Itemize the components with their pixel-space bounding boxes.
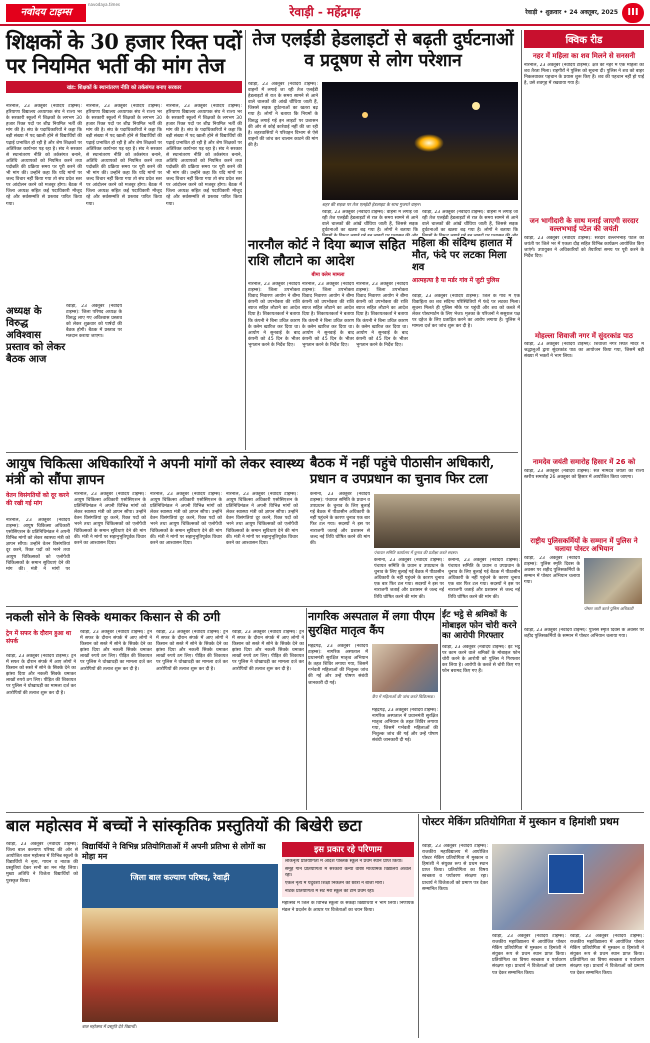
headline: बाल महोत्सव में बच्चों ने सांस्कृतिक प्रस्तुतियों की बिखेरी छटा — [6, 816, 362, 835]
bal-mahotsav-photo — [82, 864, 278, 1022]
quick-item-title: जन भागीदारी के साथ मनाई जाएगी सरदार वल्लभभाई पटेल की जयंती — [529, 216, 639, 233]
headline: बैठक में नहीं पहुंचे पीठासीन अधिकारी, प्रधान व उपप्रधान का चुनाव फिर टला — [310, 456, 495, 487]
section-divider — [6, 452, 518, 453]
headline: तेज एलईडी हेडलाइटों से बढ़ती दुर्घटनाओं व प्रदूषण से लोग परेशान — [252, 30, 514, 71]
story-court-order — [248, 238, 408, 452]
subhead: वेतन विसंगतियों को दूर करने की रखी गई मांग — [6, 492, 69, 507]
photo-caption: बाल महोत्सव में प्रस्तुति देते विद्यार्थी। — [82, 1024, 137, 1029]
story-body: नारनौल, 23 अक्तूबर (नवोदय टाइम्स): आयुष चिकित्सा अधिकारी एसोसिएशन के प्रतिनिधिमंडल ने अपनी विभिन्न मांगों को लेकर स्वास्थ्य मंत्री को ज्ञापन सौंपा। उन्होंने वेतन विसंगतियां दूर करने, रिक्त पदों को भरने तथा आयुष चिकित्सकों को एलोपैथी चिकित्सकों के समान सुविधाएं देने की मांग की। मंत्री ने मांगों पर — [6, 518, 70, 572]
masthead — [0, 0, 650, 26]
story-body: रेवाड़ी, 23 अक्तूबर (नवोदय टाइम्स): ईंट भट्ठे पर काम करने वाले श्रमिकों के मोबाइल फोन चोरी करने के आरोपी को पुलिस ने गिरफ्तार कर लिया है। आरोपी के कब्जे से चोरी किए गए फोन बरामद किए गए हैं। — [442, 644, 520, 674]
column-divider — [521, 30, 522, 810]
quick-read-label: क्विक रीड — [524, 30, 644, 48]
result-item: एकल नृत्य में यदुवंशी शिक्षा निकेतन की छात्रा ने बाजी मारी। — [285, 881, 384, 887]
quick-item-title: नहर में महिला का शव मिलने से सनसनी — [532, 52, 636, 60]
photo-caption: पोस्टर जारी करते पुलिस अधिकारी — [584, 605, 634, 611]
quick-item-title: नामदेव जयंती समारोह हिसार में 26 को — [532, 458, 636, 466]
story-body-col2: नारनौल, 23 अक्तूबर (नवोदय टाइम्स): आयुष चिकित्सा अधिकारी एसोसिएशन के प्रतिनिधिमंडल ने अपनी विभिन्न मांगों को लेकर स्वास्थ्य मंत्री को ज्ञापन सौंपा। उन्होंने वेतन विसंगतियां दूर करने, रिक्त पदों को भरने तथा आयुष चिकित्सकों को एलोपैथी चिकित्सकों के समान सुविधाएं देने की मांग की। मंत्री ने मांगों पर सहानुभूतिपूर्वक विचार करने का आश्वासन दिया। — [74, 492, 146, 546]
story-body-col2: कनीना, 23 अक्तूबर (नवोदय टाइम्स): पंचायत समिति के प्रधान व उपप्रधान के चुनाव के लिए बुलाई गई बैठक में पीठासीन अधिकारी के नहीं पहुंचने के कारण चुनाव एक बार फिर टल गया। सदस्यों ने इस पर नाराजगी जताई और प्रशासन से जल्द नई तिथि घोषित करने की मांग की। — [374, 558, 444, 600]
headline: ईंट भट्ठे से श्रमिकों के मोबाइल फोन चोरी करने का आरोपी गिरफ्तार — [442, 610, 517, 641]
no-confidence-box — [6, 306, 66, 366]
subhead: ट्रेन में सफर के दौरान हुआ था संपर्क — [6, 630, 72, 645]
quick-read-rail — [524, 30, 644, 810]
quick-item-body: रेवाड़ी, 23 अक्तूबर (नवोदय टाइम्स): संत नामदेव जयंती का राज्य स्तरीय समारोह 26 अक्तूबर को हिसार में आयोजित किया जाएगा। — [524, 468, 644, 480]
photo-caption: कैंप में महिलाओं की जांच करते चिकित्सक। — [372, 694, 435, 699]
column-divider — [418, 814, 419, 1038]
headline: पोस्टर मेकिंग प्रतियोगिता में मुस्कान व हिमांशी प्रथम — [422, 816, 619, 828]
headline: नागरिक अस्पताल में लगा पीएम सुरक्षित मातृत्व कैंप — [308, 610, 435, 637]
results-box — [282, 842, 414, 1038]
result-item: लोकनृत्य प्रतियोगिता में आदर्श पब्लिक स्कूल ने प्रथम स्थान प्राप्त किया। — [285, 859, 403, 864]
story-body-col2: महेंद्रगढ़, 23 अक्तूबर (नवोदय टाइम्स): नागरिक अस्पताल में प्रधानमंत्री सुरक्षित मातृत्व अभियान के तहत शिविर लगाया गया, जिसमें गर्भवती महिलाओं की निशुल्क जांच की गई और उन्हें पोषण संबंधी जानकारी दी गई। — [372, 708, 438, 744]
column-divider — [245, 30, 246, 450]
story-body-col2: रेवाड़ी, 23 अक्तूबर (नवोदय टाइम्स): राजकीय महाविद्यालय में आयोजित पोस्टर मेकिंग प्रतियोगिता में मुस्कान व हिमांशी ने संयुक्त रूप से प्रथम स्थान प्राप्त किया। प्रतियोगिता का विषय स्वच्छता व पर्यावरण संरक्षण रहा। प्राचार्य ने विजेताओं को प्रमाण पत्र देकर सम्मानित किया। — [492, 934, 566, 976]
story-led-headlights — [248, 30, 518, 236]
headline: महिला की संदिग्ध हालात में मौत, फंदे पर लटका मिला शव — [412, 238, 513, 273]
date-line: रेवाड़ी • शुक्रवार • 24 अक्तूबर, 2025 — [525, 9, 618, 16]
story-body: नारनौल, 23 अक्तूबर (नवोदय टाइम्स): हरियाणा विद्यालय अध्यापक संघ ने राज्य भर के सरकारी स्कूलों में शिक्षकों के लगभग 30 हजार रिक्त पदों पर शीघ्र नियमित भर्ती की मांग की है। संघ के पदाधिकारियों ने कहा कि बड़ी संख्या में पद खाली होने से विद्यार्थियों की पढ़ाई प्रभावित हो रही है और शेष शिक्षकों पर अतिरिक्त कार्यभार पड़ रहा है। संघ ने सरकार से स्थानांतरण नीति को तर्कसंगत बनाने, अतिथि अध्यापकों को नियमित करने तथा पदोन्नति की प्रक्रिया समय पर पूरी करने की भी मांग की। उन्होंने कहा कि यदि मांगों पर जल्द विचार नहीं किया गया तो संघ प्रदेश स्तर पर आंदोलन करने को मजबूर होगा। बैठक में जिला अध्यक्ष सहित कई पदाधिकारी मौजूद रहे और सर्वसम्मति से प्रस्ताव पारित किया गया। — [6, 104, 82, 207]
quick-item-title: राष्ट्रीय पुलिसकर्मियों के सम्मान में पुलिस ने चलाया पोस्टर अभियान — [530, 536, 638, 553]
result-item: समूह गान प्रतियोगिता में सरकारी कन्या वरिष्ठ माध्यमिक विद्यालय अव्वल रहा। — [285, 867, 411, 879]
story-body: रेवाड़ी, 23 अक्तूबर (नवोदय टाइम्स): वाहनों में लगाई जा रही तेज एलईडी हेडलाइटों से रात के समय सामने से आने वाले चालकों की आंखें चौंधिया जाती हैं, जिससे सड़क दुर्घटनाओं का खतरा बढ़ गया है। लोगों ने बताया कि नियमों के विरुद्ध लगाई गई इन लाइटों पर प्रशासन की ओर से कोई कार्रवाई नहीं की जा रही है। शहरवासियों ने परिवहन विभाग से ऐसे वाहनों की जांच कर चालान काटने की मांग की है। — [248, 82, 318, 148]
photo-caption: शहर की सड़क पर तेज एलईडी हेडलाइट के साथ गुजरते वाहन। — [322, 203, 421, 208]
maternity-camp-photo — [372, 644, 438, 692]
page-number: III — [622, 3, 644, 23]
quick-item-body: रेवाड़ी, 23 अक्तूबर (नवोदय टाइम्स): शिवाजी नगर स्थित मंदिर में श्रद्धालुओं द्वारा सुंदरकांड पाठ का आयोजन किया गया, जिसमें बड़ी संख्या में भक्तों ने भाग लिया। — [524, 342, 644, 360]
quick-item-title: मोहल्ला शिवाजी नगर में सुंदरकांड पाठ — [535, 331, 633, 340]
poster-board — [548, 854, 584, 894]
story-woman-death — [412, 238, 520, 452]
quick-item-body: नारनौल, 23 अक्तूबर (नवोदय टाइम्स): क्षेत्र की नहर में एक महिला का शव तैरता मिला। राहगीरों ने पुलिस को सूचना दी। पुलिस ने शव को बाहर निकलवाकर पहचान के प्रयास शुरू किए हैं। शव की पहचान नहीं हो पाई है, उसे शवगृह में रखवाया गया है। — [524, 62, 644, 86]
photo-caption: पंचायत समिति कार्यालय में चुनाव की प्रतीक्षा करते सदस्य। — [374, 550, 458, 555]
headline: आयुष चिकित्सा अधिकारियों ने अपनी मांगों को लेकर स्वास्थ्य मंत्री को सौंपा ज्ञापन — [6, 456, 305, 488]
column-divider — [306, 608, 307, 810]
headlight-glow-icon — [414, 134, 444, 152]
side-box-title: अध्यक्ष के विरुद्ध अविश्वास प्रस्ताव को लेकर बैठक आज — [6, 306, 66, 365]
story-body-col3: कनीना, 23 अक्तूबर (नवोदय टाइम्स): पंचायत समिति के प्रधान व उपप्रधान के चुनाव के लिए बुलाई गई बैठक में पीठासीन अधिकारी के नहीं पहुंचने के कारण चुनाव एक बार फिर टल गया। सदस्यों ने इस पर नाराजगी जताई और प्रशासन से जल्द नई तिथि घोषित करने की मांग की। — [448, 558, 520, 600]
fake-gold-sub — [6, 630, 76, 645]
story-poster-making — [422, 816, 644, 846]
results-body: महोत्सव में जिले के विभिन्न स्कूलों के सैकड़ों विद्यार्थियों ने भाग लिया। निर्णायक मंडल ने प्रदर्शन के आधार पर विजेताओं का चयन किया। — [282, 901, 414, 913]
section-divider — [6, 812, 644, 813]
story-phone-theft — [442, 610, 520, 810]
story-body: कनीना, 23 अक्तूबर (नवोदय टाइम्स): पंचायत समिति के प्रधान व उपप्रधान के चुनाव के लिए बुलाई गई बैठक में पीठासीन अधिकारी के नहीं पहुंचने के कारण चुनाव एक बार फिर टल गया। सदस्यों ने इस पर नाराजगी जताई और प्रशासन से जल्द नई तिथि घोषित करने की मांग की। — [310, 492, 370, 546]
results-list — [282, 857, 414, 897]
story-body: रेवाड़ी, 23 अक्तूबर (नवोदय टाइम्स): जिले के गांव में एक विवाहिता का शव संदिग्ध परिस्थितियों में फंदे पर लटका मिला। सूचना मिलते ही पुलिस मौके पर पहुंची और शव को कब्जे में लेकर पोस्टमार्टम के लिए भेजा। मृतका के परिजनों ने ससुराल पक्ष पर दहेज के लिए प्रताड़ित करने का आरोप लगाया है। पुलिस ने मामला दर्ज कर जांच शुरू कर दी है। — [412, 294, 520, 330]
section-title: रेवाड़ी - महेंद्रगढ़ — [289, 5, 361, 19]
story-body-col2: रेवाड़ी, 23 अक्तूबर (नवोदय टाइम्स): ट्रेन में सफर के दौरान संपर्क में आए लोगों ने किसान को सस्ते में सोने के सिक्के देने का झांसा दिया और नकली सिक्के थमाकर लाखों रुपये ठग लिए। पीड़ित की शिकायत पर पुलिस ने धोखाधड़ी का मामला दर्ज कर आरोपियों की तलाश शुरू कर दी है। — [80, 630, 152, 672]
story-body: नारनौल, 23 अक्तूबर (नवोदय टाइम्स): जिला उपभोक्ता विवाद निवारण आयोग ने बीमा कंपनी को उपभोक्ता की राशि ब्याज सहित लौटाने का आदेश दिया है। शिकायतकर्ता ने बताया कि कंपनी ने बिना उचित कारण के क्लेम खारिज कर दिया था। आयोग ने सुनवाई के बाद कंपनी को 45 दिन के भीतर भुगतान करने के निर्देश दिए। — [248, 282, 300, 348]
street-light-icon — [472, 102, 480, 110]
story-body-col3: नारनौल, 23 अक्तूबर (नवोदय टाइम्स): आयुष चिकित्सा अधिकारी एसोसिएशन के प्रतिनिधिमंडल ने अपनी विभिन्न मांगों को लेकर स्वास्थ्य मंत्री को ज्ञापन सौंपा। उन्होंने वेतन विसंगतियां दूर करने, रिक्त पदों को भरने तथा आयुष चिकित्सकों को एलोपैथी चिकित्सकों के समान सुविधाएं देने की मांग की। मंत्री ने मांगों पर सहानुभूतिपूर्वक विचार करने का आश्वासन दिया। — [150, 492, 222, 546]
story-body-col2: नारनौल, 23 अक्तूबर (नवोदय टाइम्स): जिला उपभोक्ता विवाद निवारण आयोग ने बीमा कंपनी को उपभोक्ता की राशि ब्याज सहित लौटाने का आदेश दिया है। शिकायतकर्ता ने बताया कि कंपनी ने बिना उचित कारण के क्लेम खारिज कर दिया था। आयोग ने सुनवाई के बाद कंपनी को 45 दिन के भीतर भुगतान करने के निर्देश दिए। — [302, 282, 354, 348]
event-banner: जिला बाल कल्याण परिषद, रेवाड़ी — [130, 873, 230, 882]
subhead: बीमा क्लेम मामला — [311, 272, 345, 278]
story-body: रेवाड़ी, 23 अक्तूबर (नवोदय टाइम्स): ट्रेन में सफर के दौरान संपर्क में आए लोगों ने किसान को सस्ते में सोने के सिक्के देने का झांसा दिया और नकली सिक्के थमाकर लाखों रुपये ठग लिए। पीड़ित की शिकायत पर पुलिस ने धोखाधड़ी का मामला दर्ज कर आरोपियों की तलाश शुरू कर दी है। — [6, 654, 76, 696]
poster-campaign-photo — [584, 558, 642, 604]
section-divider — [6, 606, 518, 607]
story-body: महेंद्रगढ़, 23 अक्तूबर (नवोदय टाइम्स): नागरिक अस्पताल में प्रधानमंत्री सुरक्षित मातृत्व अभियान के तहत शिविर लगाया गया, जिसमें गर्भवती महिलाओं की निशुल्क जांच की गई और उन्हें पोषण संबंधी जानकारी दी गई। — [308, 644, 368, 686]
quick-item-photo-row — [524, 556, 644, 626]
paper-site: navodaya.times — [88, 2, 121, 7]
election-meeting-photo — [374, 494, 520, 548]
column-divider — [440, 608, 441, 810]
story-body-col4: नारनौल, 23 अक्तूबर (नवोदय टाइम्स): आयुष चिकित्सा अधिकारी एसोसिएशन के प्रतिनिधिमंडल ने अपनी विभिन्न मांगों को लेकर स्वास्थ्य मंत्री को ज्ञापन सौंपा। उन्होंने वेतन विसंगतियां दूर करने, रिक्त पदों को भरने तथा आयुष चिकित्सकों को एलोपैथी चिकित्सकों के समान सुविधाएं देने की मांग की। मंत्री ने मांगों पर सहानुभूतिपूर्वक विचार करने का आश्वासन दिया। — [226, 492, 298, 546]
headline: नकली सोने के सिक्के थमाकर किसान से की ठगी — [6, 610, 221, 624]
bal-mahotsav-sub — [82, 842, 278, 862]
story-body: रेवाड़ी, 23 अक्तूबर (नवोदय टाइम्स): राजकीय महाविद्यालय में आयोजित पोस्टर मेकिंग प्रतियोगिता में मुस्कान व हिमांशी ने संयुक्त रूप से प्रथम स्थान प्राप्त किया। प्रतियोगिता का विषय स्वच्छता व पर्यावरण संरक्षण रहा। प्राचार्य ने विजेताओं को प्रमाण पत्र देकर सम्मानित किया। — [422, 844, 488, 892]
headlights-photo — [322, 82, 518, 200]
story-body-col3: नारनौल, 23 अक्तूबर (नवोदय टाइम्स): जिला उपभोक्ता विवाद निवारण आयोग ने बीमा कंपनी को उपभोक्ता की राशि ब्याज सहित लौटाने का आदेश दिया है। शिकायतकर्ता ने बताया कि कंपनी ने बिना उचित कारण के क्लेम खारिज कर दिया था। आयोग ने सुनवाई के बाद कंपनी को 45 दिन के भीतर भुगतान करने के निर्देश दिए। — [356, 282, 408, 348]
story-body-col3: रेवाड़ी, 23 अक्तूबर (नवोदय टाइम्स): राजकीय महाविद्यालय में आयोजित पोस्टर मेकिंग प्रतियोगिता में मुस्कान व हिमांशी ने संयुक्त रूप से प्रथम स्थान प्राप्त किया। प्रतियोगिता का विषय स्वच्छता व पर्यावरण संरक्षण रहा। प्राचार्य ने विजेताओं को प्रमाण पत्र देकर सम्मानित किया। — [570, 934, 644, 976]
story-body-col4: रेवाड़ी, 23 अक्तूबर (नवोदय टाइम्स): ट्रेन में सफर के दौरान संपर्क में आए लोगों ने किसान को सस्ते में सोने के सिक्के देने का झांसा दिया और नकली सिक्के थमाकर लाखों रुपये ठग लिए। पीड़ित की शिकायत पर पुलिस ने धोखाधड़ी का मामला दर्ज कर आरोपियों की तलाश शुरू कर दी है। — [232, 630, 304, 672]
paper-name-badge: नवोदय टाइम्स — [6, 4, 86, 22]
kicker-bar: खंड: शिक्षकों के स्थानांतरण नीति को तर्कसंगत बनाए सरकार — [6, 81, 242, 93]
street-light-icon — [362, 112, 368, 118]
side-box-body: रेवाड़ी, 23 अक्तूबर (नवोदय टाइम्स): जिला परिषद अध्यक्ष के विरुद्ध लाए गए अविश्वास प्रस्ताव को लेकर शुक्रवार को पार्षदों की बैठक होगी। बैठक में प्रस्ताव पर मतदान कराया जाएगा। — [66, 304, 122, 340]
story-body-col3: नारनौल, 23 अक्तूबर (नवोदय टाइम्स): हरियाणा विद्यालय अध्यापक संघ ने राज्य भर के सरकारी स्कूलों में शिक्षकों के लगभग 30 हजार रिक्त पदों पर शीघ्र नियमित भर्ती की मांग की है। संघ के पदाधिकारियों ने कहा कि बड़ी संख्या में पद खाली होने से विद्यार्थियों की पढ़ाई प्रभावित हो रही है और शेष शिक्षकों पर अतिरिक्त कार्यभार पड़ रहा है। संघ ने सरकार से स्थानांतरण नीति को तर्कसंगत बनाने, अतिथि अध्यापकों को नियमित करने तथा पदोन्नति की प्रक्रिया समय पर पूरी करने की भी मांग की। उन्होंने कहा कि यदि मांगों पर जल्द विचार नहीं किया गया तो संघ प्रदेश स्तर पर आंदोलन करने को मजबूर होगा। बैठक में जिला अध्यक्ष सहित कई पदाधिकारी मौजूद रहे और सर्वसम्मति से प्रस्ताव पारित किया गया। — [166, 104, 242, 207]
results-title: इस प्रकार रहे परिणाम — [282, 842, 414, 857]
headline: नारनौल कोर्ट ने दिया ब्याज सहित राशि लौटाने का आदेश — [248, 238, 406, 269]
story-body-col2: रेवाड़ी, 23 अक्तूबर (नवोदय टाइम्स): वाहनों में लगाई जा रही तेज एलईडी हेडलाइटों से रात के समय सामने से आने वाले चालकों की आंखें चौंधिया जाती हैं, जिससे सड़क दुर्घटनाओं का खतरा बढ़ गया है। लोगों ने बताया कि — [322, 210, 418, 234]
story-body-col2: नारनौल, 23 अक्तूबर (नवोदय टाइम्स): हरियाणा विद्यालय अध्यापक संघ ने राज्य भर के सरकारी स्कूलों में शिक्षकों के लगभग 30 हजार रिक्त पदों पर शीघ्र नियमित भर्ती की मांग की है। संघ के पदाधिकारियों ने कहा कि बड़ी संख्या में पद खाली होने से विद्यार्थियों की पढ़ाई प्रभावित हो रही है और शेष शिक्षकों पर अतिरिक्त कार्यभार पड़ रहा है। संघ ने सरकार से स्थानांतरण नीति को तर्कसंगत बनाने, अतिथि अध्यापकों को नियमित करने तथा पदोन्नति की प्रक्रिया समय पर पूरी करने की भी मांग की। उन्होंने कहा कि यदि मांगों पर जल्द विचार नहीं किया गया तो संघ प्रदेश स्तर पर आंदोलन करने को मजबूर होगा। बैठक में जिला अध्यक्ष सहित कई पदाधिकारी मौजूद रहे और सर्वसम्मति से प्रस्ताव पारित किया गया। — [86, 104, 162, 207]
subhead: विद्यार्थियों ने विभिन्न प्रतियोगिताओं में अपनी प्रतिभा से लोगों का मोहा मन — [82, 842, 266, 861]
story-body-col3: रेवाड़ी, 23 अक्तूबर (नवोदय टाइम्स): ट्रेन में सफर के दौरान संपर्क में आए लोगों ने किसान को सस्ते में सोने के सिक्के देने का झांसा दिया और नकली सिक्के थमाकर लाखों रुपये ठग लिए। पीड़ित की शिकायत पर पुलिस ने धोखाधड़ी का मामला दर्ज कर आरोपियों की तलाश शुरू कर दी है। — [156, 630, 228, 672]
subhead: आत्महत्या है या मर्डर गांव में जुटी पुलिस — [412, 277, 500, 284]
result-item: नाटक प्रतियोगिता में सेंट मैरी स्कूल की टीम प्रथम रही। — [285, 889, 375, 895]
story-body: रेवाड़ी, 23 अक्तूबर (नवोदय टाइम्स): जिला बाल कल्याण परिषद की ओर से आयोजित बाल महोत्सव में विभिन्न स्कूलों के विद्यार्थियों ने नृत्य, गायन व नाटक की प्रस्तुतियां देकर सभी का मन मोह लिया। मुख्य अतिथि ने विजेता विद्यार्थियों को पुरस्कृत किया। — [6, 842, 78, 884]
story-body-col3: रेवाड़ी, 23 अक्तूबर (नवोदय टाइम्स): वाहनों में लगाई जा रही तेज एलईडी हेडलाइटों से रात के समय सामने से आने वाले चालकों की आंखें चौंधिया जाती हैं, जिससे सड़क दुर्घटनाओं का खतरा बढ़ गया है। लोगों ने बताया कि — [422, 210, 518, 234]
quick-item-body: रेवाड़ी, 23 अक्तूबर (नवोदय टाइम्स): पुलिस स्मृति दिवस के अवसर पर शहीद पुलिसकर्मियों के सम्मान में पोस्टर अभियान चलाया गया। — [524, 555, 580, 585]
headline: शिक्षकों के 30 हजार रिक्त पदों पर नियमित भर्ती की मांग तेज — [6, 29, 242, 78]
poster-making-photo — [492, 844, 644, 930]
story-teacher-vacancies — [6, 30, 242, 450]
quick-item-body-cont: रेवाड़ी, 23 अक्तूबर (नवोदय टाइम्स): पुलिस स्मृति दिवस के अवसर पर शहीद पुलिसकर्मियों के सम्मान में पोस्टर अभियान चलाया गया। — [524, 627, 644, 639]
quick-item-body: रेवाड़ी, 23 अक्तूबर (नवोदय टाइम्स): सरदार वल्लभभाई पटेल की जयंती पर जिले भर में एकता दौड़ सहित विभिन्न कार्यक्रम आयोजित किए जाएंगे। उपायुक्त ने अधिकारियों को तैयारियां समय पर पूरी करने के निर्देश दिए। — [524, 235, 644, 259]
